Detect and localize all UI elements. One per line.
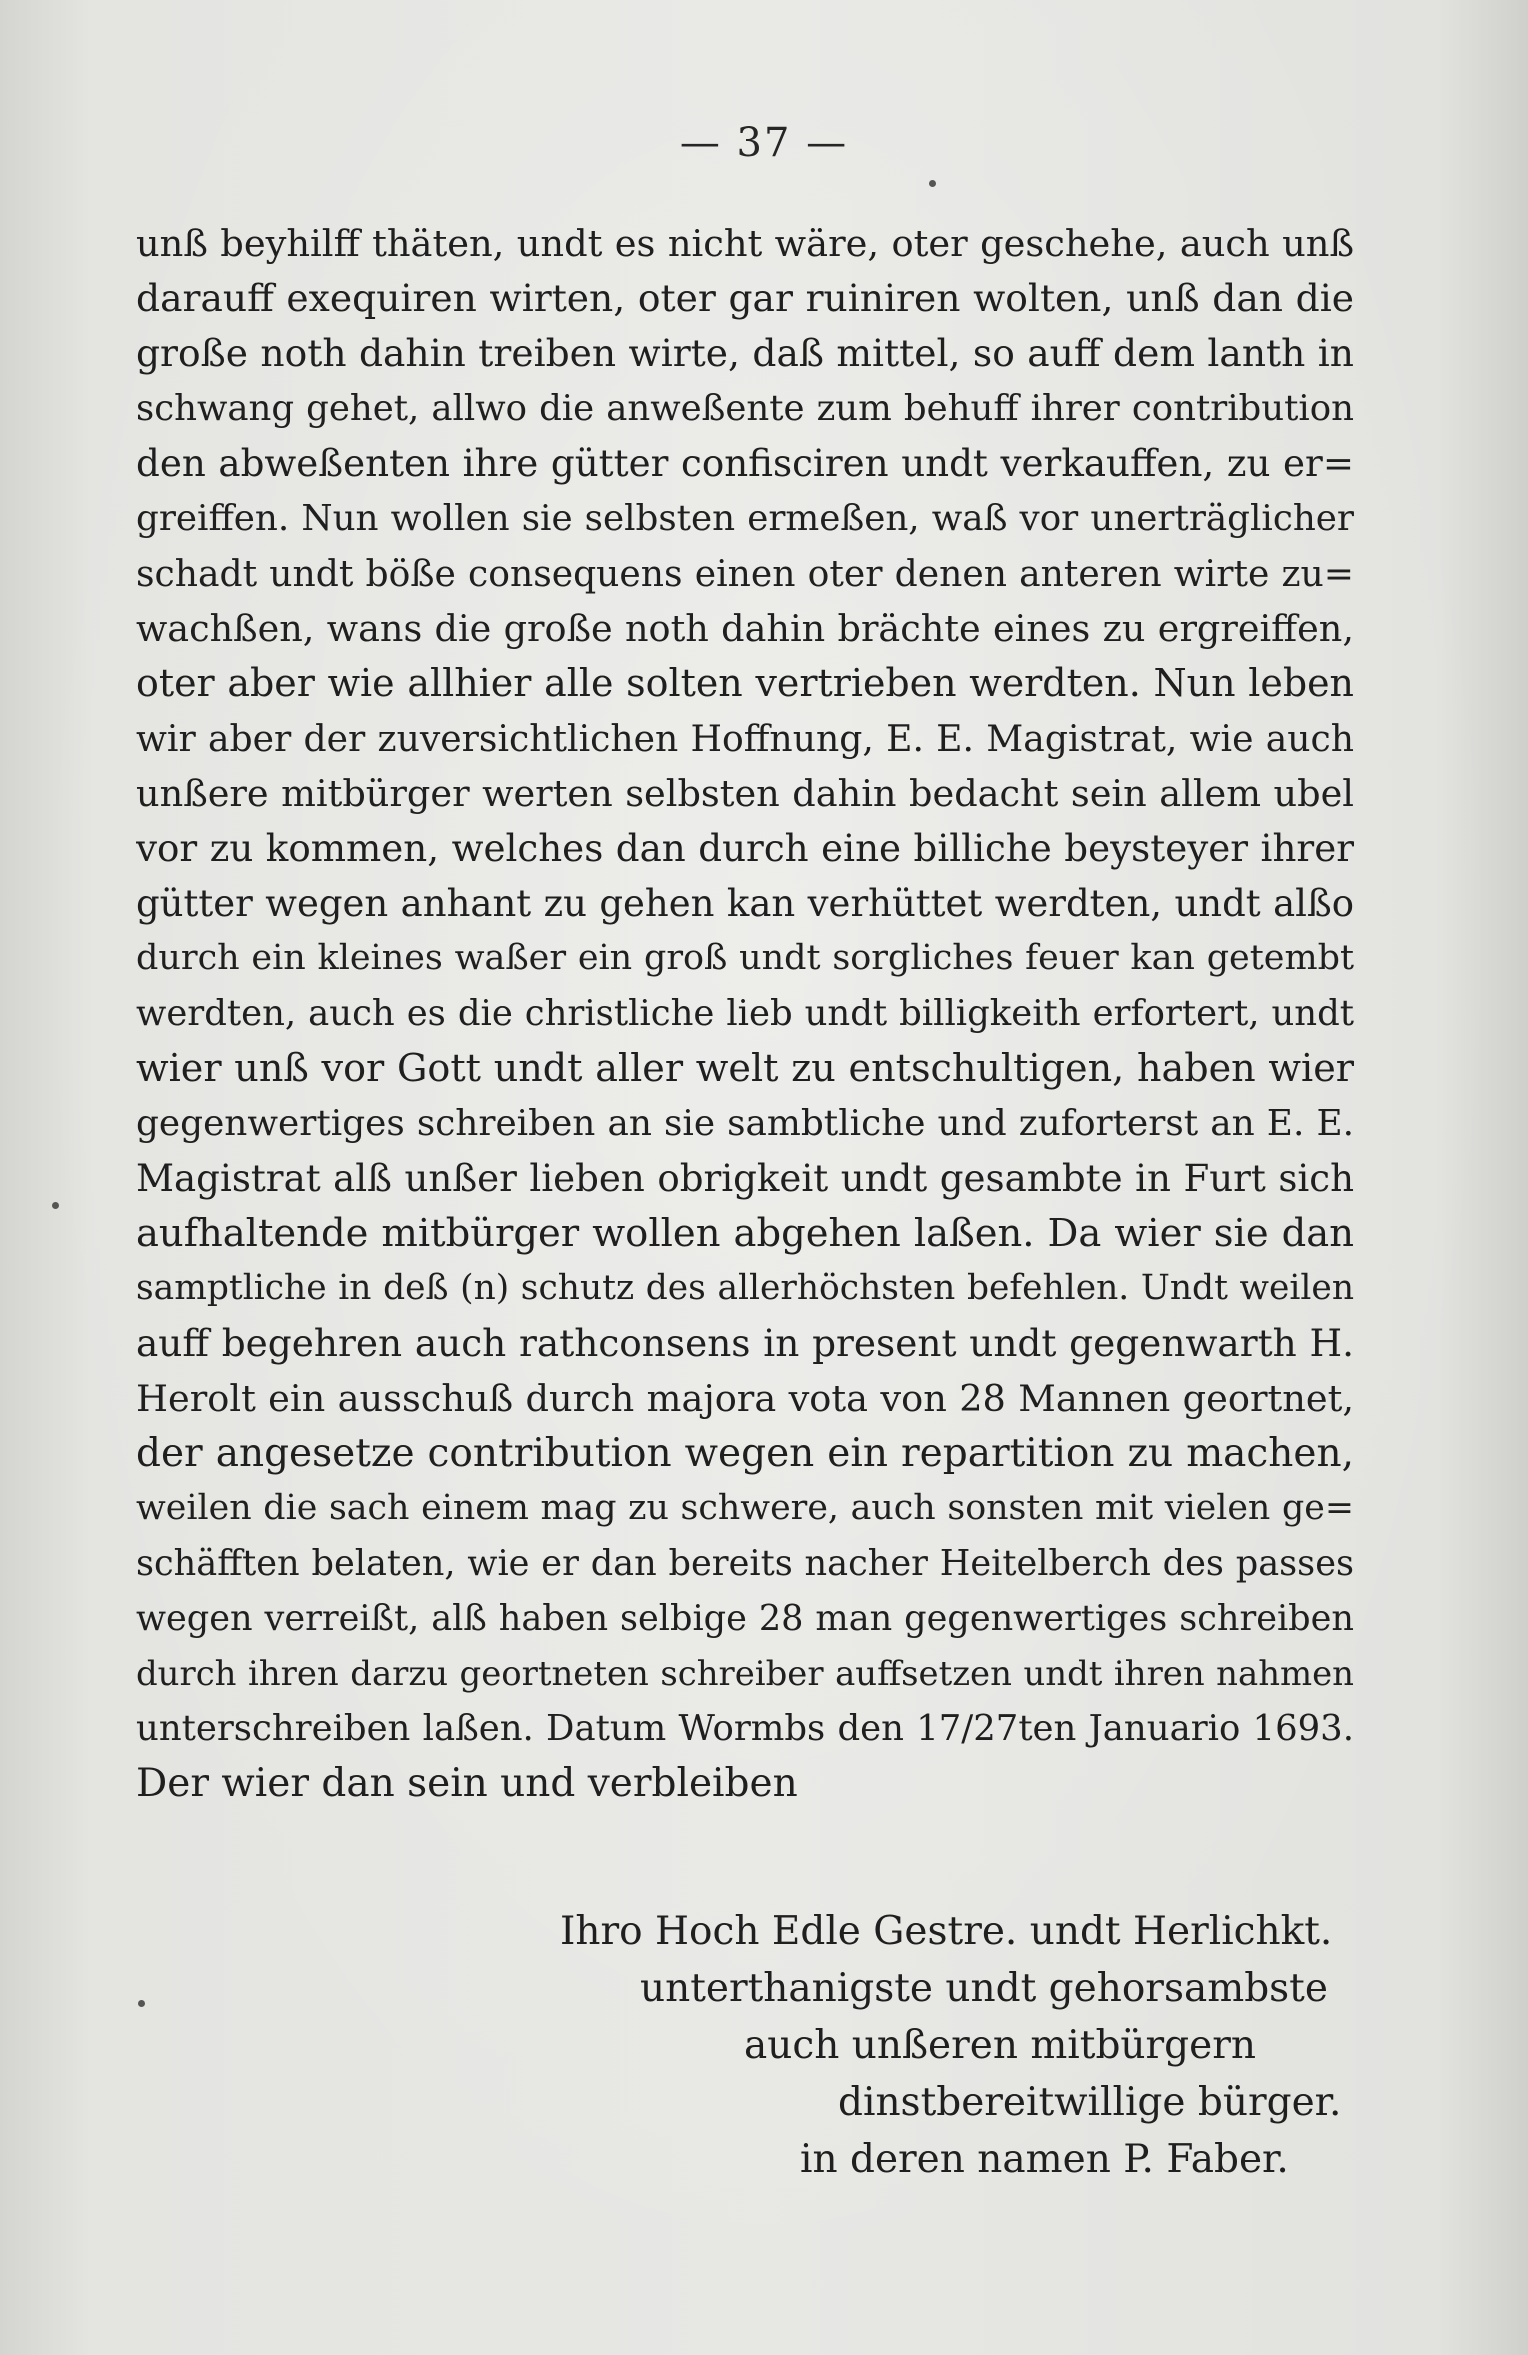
text-line: wier unß vor Gott undt aller welt zu entschultigen, haben wier — [136, 1046, 1354, 1090]
print-speck — [929, 180, 936, 187]
text-line: schäfften belaten, wie er dan bereits nacher Heitelberch des passes — [136, 1543, 1354, 1584]
print-speck — [138, 2000, 145, 2007]
text-line: große noth dahin treiben wirte, daß mittel, so auff dem lanth in — [136, 331, 1354, 375]
text-line: Magistrat alß unßer lieben obrigkeit undt gesambte in Furt sich — [136, 1157, 1354, 1200]
page-number: — 37 — — [679, 120, 849, 166]
text-line: durch ihren darzu geortneten schreiber auffsetzen undt ihren nahmen — [136, 1654, 1354, 1693]
text-line: darauff exequiren wirten, oter gar ruiniren wolten, unß dan die — [136, 276, 1354, 320]
text-line: aufhaltende mitbürger wollen abgehen laßen. Da wier sie dan — [136, 1211, 1354, 1256]
body-text — [136, 216, 1354, 1811]
text-line: schadt undt böße consequens einen oter denen anteren wirte zu= — [136, 552, 1354, 595]
print-speck — [52, 1202, 59, 1209]
text-line: durch ein kleines waßer ein groß undt sorgliches feuer kan getembt — [136, 938, 1354, 978]
text-line: vor zu kommen, welches dan durch eine billiche beysteyer ihrer — [136, 826, 1354, 870]
text-line: unß beyhilff thäten, undt es nicht wäre, oter geschehe, auch unß — [136, 222, 1354, 265]
text-line: wachßen, wans die große noth dahin brächte eines zu ergreiffen, — [136, 607, 1354, 650]
text-line: der angesetze contribution wegen ein repartition zu machen, — [136, 1431, 1354, 1476]
text-line: unterschreiben laßen. Datum Wormbs den 17/27ten Januario 1693. — [136, 1708, 1354, 1749]
text-line: den abweßenten ihre gütter confisciren undt verkauffen, zu er= — [136, 441, 1354, 485]
text-line: weilen die sach einem mag zu schwere, auch sonsten mit vielen ge= — [136, 1488, 1354, 1528]
text-line: auff begehren auch rathconsens in present undt gegenwarth H. — [136, 1321, 1354, 1365]
text-line: gütter wegen anhant zu gehen kan verhüttet werdten, undt alßo — [136, 882, 1354, 925]
signature-line: in deren namen P. Faber. — [800, 2137, 1289, 2182]
text-line: samptliche in deß (n) schutz des allerhöchsten befehlen. Undt weilen — [136, 1268, 1354, 1308]
text-line: wir aber der zuversichtlichen Hoffnung, E. E. Magistrat, wie auch — [136, 717, 1354, 760]
closing-line: unterthanigste undt gehorsambste — [640, 1966, 1328, 2011]
text-line: greiffen. Nun wollen sie selbsten ermeßen, waß vor unerträglicher — [136, 498, 1354, 539]
text-line: Der wier dan sein und verbleiben — [136, 1761, 798, 1806]
closing-line: auch unßeren mitbürgern — [744, 2023, 1256, 2068]
closing-salutation: Ihro Hoch Edle Gestre. undt Herlichkt. — [560, 1909, 1333, 1954]
text-line: werdten, auch es die christliche lieb undt billigkeith erfortert, undt — [136, 993, 1354, 1034]
text-line: unßere mitbürger werten selbsten dahin bedacht sein allem ubel — [136, 772, 1354, 815]
text-line: schwang gehet, allwo die anweßente zum behuff ihrer contribution — [136, 388, 1354, 429]
text-line: oter aber wie allhier alle solten vertrieben werdten. Nun leben — [136, 661, 1354, 705]
text-line: Herolt ein ausschuß durch majora vota von 28 Mannen geortnet, — [136, 1377, 1354, 1420]
text-line: gegenwertiges schreiben an sie sambtliche und zuforterst an E. E. — [136, 1103, 1354, 1144]
closing-line: dinstbereitwillige bürger. — [838, 2080, 1342, 2125]
text-line: wegen verreißt, alß haben selbige 28 man gegenwertiges schreiben — [136, 1598, 1354, 1639]
